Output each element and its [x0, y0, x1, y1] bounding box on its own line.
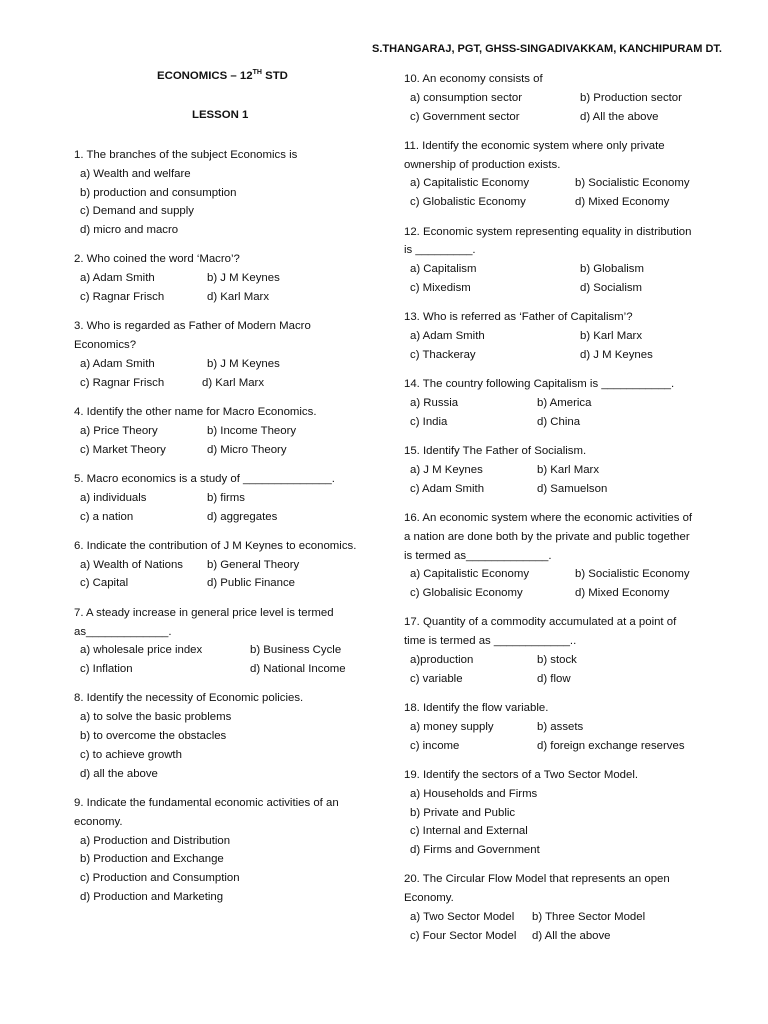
option-b: b) J M Keynes [207, 272, 280, 285]
question-13 [404, 308, 696, 364]
option-a: a) Wealth and welfare [80, 167, 191, 180]
option-c: c) to achieve growth [80, 748, 182, 761]
option-a: a) to solve the basic problems [80, 711, 232, 724]
option-c: c) a nation [80, 510, 134, 523]
option-d: d) Socialism [580, 281, 643, 294]
question-text: 17. Quantity of a commodity accumulated at a point of time is termed as ____________.. [404, 616, 677, 648]
option-c: c) variable [410, 672, 463, 685]
option-d: d) China [537, 415, 581, 428]
option-c: c) India [410, 415, 448, 428]
question-text: 19. Identify the sectors of a Two Sector Model. [404, 769, 639, 781]
option-a: a) wholesale price index [80, 644, 203, 657]
author-header: S.THANGARAJ, PGT, GHSS-SINGADIVAKKAM, KANCHIPURAM DT. [372, 43, 722, 55]
question-15 [404, 442, 696, 498]
option-d: d) Karl Marx [202, 376, 265, 389]
option-c: c) Capital [80, 577, 129, 590]
option-a: a) Adam Smith [80, 272, 155, 285]
option-d: d) Mixed Economy [575, 587, 670, 600]
option-b: b) Private and Public [410, 806, 516, 819]
option-d: d) Karl Marx [207, 291, 270, 304]
question-6 [74, 537, 374, 593]
option-d: d) All the above [580, 110, 659, 123]
question-text: 7. A steady increase in general price level is termed as_____________. [74, 606, 334, 638]
question-text: 20. The Circular Flow Model that represents an open Economy. [404, 873, 670, 905]
question-12 [404, 223, 696, 298]
question-text: 6. Indicate the contribution of J M Keynes to economics. [74, 539, 357, 552]
option-c: c) Ragnar Frisch [80, 376, 165, 389]
question-11 [404, 137, 696, 212]
option-b: b) General Theory [207, 558, 300, 571]
question-text: 1. The branches of the subject Economics is [74, 149, 298, 161]
option-c: c) Mixedism [410, 281, 471, 294]
question-text: 11. Identify the economic system where only private ownership of production exists. [404, 139, 665, 171]
question-text: 12. Economic system representing equality in distribution is _________. [404, 225, 692, 257]
option-b: b) Business Cycle [250, 644, 342, 657]
option-d: d) Micro Theory [207, 443, 287, 456]
option-d: d) Mixed Economy [575, 196, 670, 209]
option-b: b) America [537, 396, 592, 409]
option-b: b) Income Theory [207, 424, 297, 437]
option-c: c) Four Sector Model [410, 929, 517, 942]
option-d: d) Samuelson [537, 482, 608, 495]
question-20 [404, 870, 696, 945]
question-text: 9. Indicate the fundamental economic activities of an economy. [74, 796, 339, 828]
question-10 [404, 70, 696, 126]
question-2 [74, 250, 374, 306]
question-text: 13. Who is referred as ‘Father of Capitalism’? [404, 311, 633, 324]
question-14 [404, 375, 696, 431]
option-d: d) aggregates [207, 510, 278, 523]
option-d: d) foreign exchange reserves [537, 739, 685, 752]
option-a: a) Capitalistic Economy [410, 177, 530, 190]
option-a: a) Two Sector Model [410, 911, 515, 924]
question-9 [74, 794, 374, 907]
title-prefix: ECONOMICS – 12 [157, 70, 253, 82]
option-b: b) to overcome the obstacles [80, 730, 227, 743]
option-b: b) stock [537, 654, 577, 667]
question-text: 18. Identify the flow variable. [404, 702, 549, 715]
question-19 [404, 766, 696, 860]
option-a: a) money supply [410, 720, 494, 733]
option-a: a) individuals [80, 491, 147, 504]
option-b: b) Socialistic Economy [575, 177, 690, 190]
option-d: d) Production and Marketing [80, 890, 224, 903]
question-text: 14. The country following Capitalism is ___________. [404, 378, 675, 391]
question-5 [74, 470, 374, 526]
option-b: b) Socialistic Economy [575, 568, 690, 581]
option-d: d) all the above [80, 767, 158, 780]
option-b: b) Production and Exchange [80, 853, 224, 866]
option-c: c) Inflation [80, 663, 133, 676]
option-d: d) J M Keynes [580, 348, 653, 361]
title-suffix: STD [261, 70, 288, 82]
option-c: c) Demand and supply [80, 205, 194, 218]
option-d: d) micro and macro [80, 224, 179, 237]
option-d: d) Public Finance [207, 577, 296, 590]
option-c: c) Production and Consumption [80, 872, 240, 885]
option-a: a) Production and Distribution [80, 834, 231, 847]
option-a: a) consumption sector [410, 91, 523, 104]
option-a: a) Russia [410, 396, 459, 409]
title-superscript: TH [252, 69, 262, 76]
option-b: b) Production sector [580, 91, 682, 104]
option-d: d) Firms and Government [410, 844, 540, 857]
option-b: b) Globalism [580, 263, 644, 276]
option-a: a) Adam Smith [80, 357, 155, 370]
option-c: c) Ragnar Frisch [80, 291, 165, 304]
option-a: a) J M Keynes [410, 463, 483, 476]
question-text: 2. Who coined the word ‘Macro’? [74, 253, 240, 266]
document-title [157, 69, 288, 82]
option-a: a) Price Theory [80, 424, 158, 437]
option-a: a) Capitalism [410, 263, 477, 276]
option-b: b) Karl Marx [537, 463, 600, 476]
question-text: 5. Macro economics is a study of ______________. [74, 472, 335, 485]
option-c: c) Thackeray [410, 348, 476, 361]
left-column [74, 146, 374, 907]
option-a: a) Capitalistic Economy [410, 568, 530, 581]
option-c: c) Globalistic Economy [410, 196, 526, 209]
option-d: d) flow [537, 672, 571, 685]
question-18 [404, 699, 696, 755]
option-d: d) All the above [532, 929, 611, 942]
question-text: 3. Who is regarded as Father of Modern Macro Economics? [74, 320, 311, 352]
question-text: 8. Identify the necessity of Economic policies. [74, 692, 304, 705]
option-a: a) Households and Firms [410, 787, 538, 800]
question-17 [404, 613, 696, 688]
option-b: b) Three Sector Model [532, 911, 646, 924]
option-a: a)production [410, 654, 474, 667]
question-8 [74, 689, 374, 783]
option-c: c) Internal and External [410, 825, 528, 838]
option-b: b) assets [537, 720, 584, 733]
question-text: 10. An economy consists of [404, 73, 543, 85]
option-b: b) production and consumption [80, 186, 237, 199]
right-column [404, 70, 696, 946]
option-c: c) Government sector [410, 110, 520, 123]
lesson-heading: LESSON 1 [192, 109, 249, 121]
question-7 [74, 604, 374, 679]
question-text: 4. Identify the other name for Macro Economics. [74, 406, 317, 419]
question-16 [404, 509, 696, 603]
option-b: b) J M Keynes [207, 357, 280, 370]
option-c: c) Market Theory [80, 443, 166, 456]
question-text: 15. Identify The Father of Socialism. [404, 445, 587, 458]
option-d: d) National Income [250, 663, 346, 676]
option-b: b) Karl Marx [580, 330, 643, 343]
option-c: c) Globalisic Economy [410, 587, 523, 600]
question-1 [74, 146, 374, 240]
question-4 [74, 403, 374, 459]
option-c: c) Adam Smith [410, 482, 485, 495]
option-c: c) income [410, 739, 460, 752]
question-3 [74, 317, 374, 392]
option-b: b) firms [207, 491, 245, 504]
option-a: a) Wealth of Nations [80, 558, 183, 571]
option-a: a) Adam Smith [410, 330, 485, 343]
question-text: 16. An economic system where the economic activities of a nation are done both by the private and public together is termed as_____________. [404, 511, 693, 562]
